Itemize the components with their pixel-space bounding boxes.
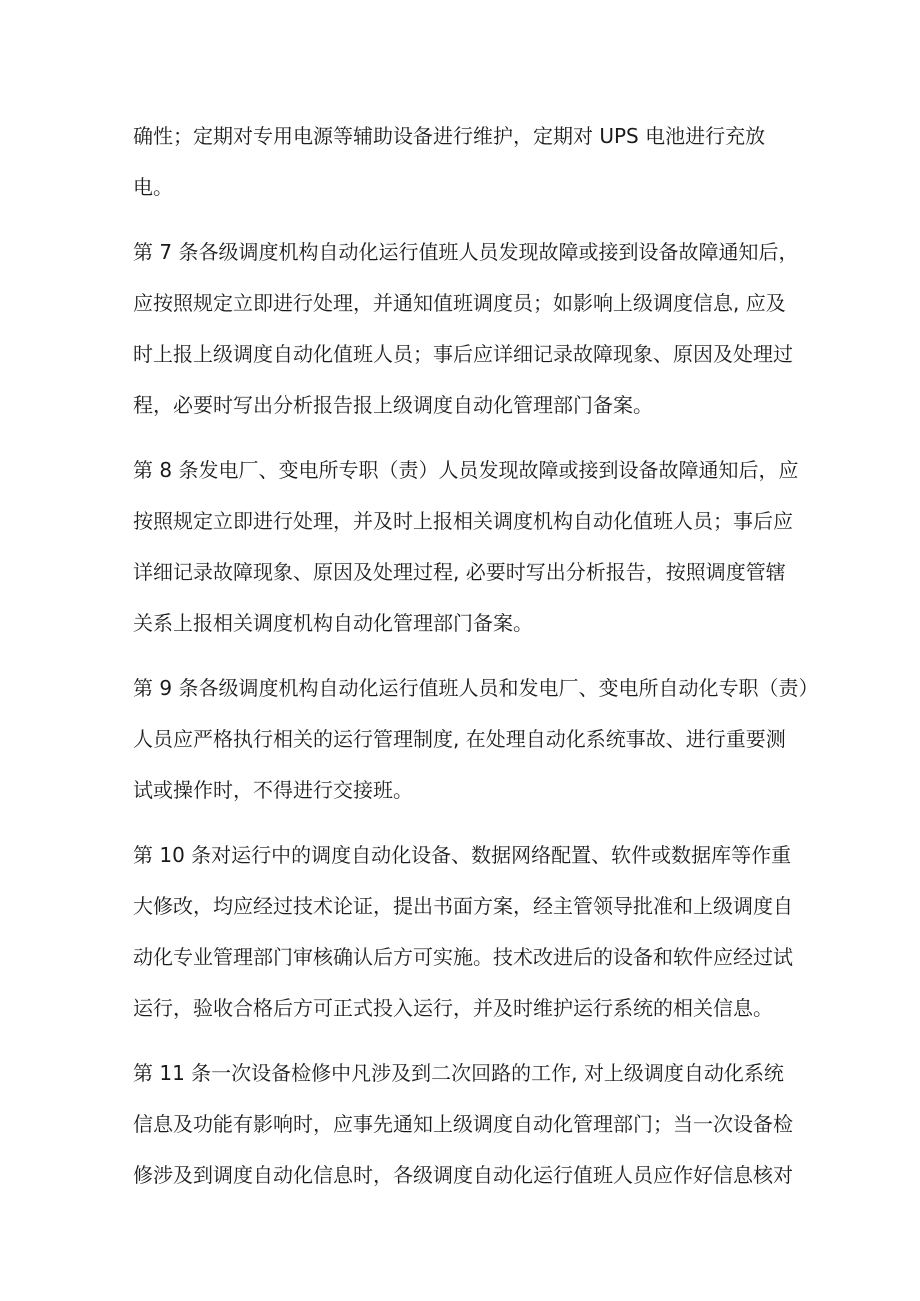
paragraph-line: 第 11 条一次设备检修中凡涉及到二次回路的工作, 对上级调度自动化系统: [133, 1061, 784, 1085]
paragraph-line: 第 8 条发电厂、变电所专职（责）人员发现故障或接到设备故障通知后，应: [133, 458, 799, 482]
paragraph-line: 详细记录故障现象、原因及处理过程, 必要时写出分析报告，按照调度管辖: [133, 560, 786, 584]
paragraph-line: 第 10 条对运行中的调度自动化设备、数据网络配置、软件或数据库等作重: [133, 843, 792, 867]
paragraph-line: 修涉及到调度自动化信息时，各级调度自动化运行值班人员应作好信息核对: [133, 1163, 793, 1187]
paragraph-line: 人员应严格执行相关的运行管理制度, 在处理自动化系统事故、进行重要测: [133, 727, 786, 751]
paragraph-line: 试或操作时，不得进行交接班。: [133, 778, 413, 802]
paragraph-line: 大修改，均应经过技术论证，提出书面方案，经主管领导批准和上级调度自: [133, 894, 793, 918]
paragraph-line: 关系上报相关调度机构自动化管理部门备案。: [133, 611, 533, 635]
paragraph-line: 应按照规定立即进行处理，并通知值班调度员；如影响上级调度信息, 应及: [133, 291, 786, 315]
paragraph-line: 时上报上级调度自动化值班人员；事后应详细记录故障现象、原因及处理过: [133, 342, 793, 366]
paragraph-line: 按照规定立即进行处理，并及时上报相关调度机构自动化值班人员；事后应: [133, 509, 793, 533]
paragraph-line: 确性；定期对专用电源等辅助设备进行维护，定期对 UPS 电池进行充放: [133, 124, 766, 148]
paragraph-line: 信息及功能有影响时，应事先通知上级调度自动化管理部门；当一次设备检: [133, 1112, 793, 1136]
paragraph-line: 电。: [133, 175, 173, 199]
paragraph-line: 动化专业管理部门审核确认后方可实施。技术改进后的设备和软件应经过试: [133, 945, 793, 969]
paragraph-line: 第 9 条各级调度机构自动化运行值班人员和发电厂、变电所自动化专职（责）: [133, 676, 819, 700]
paragraph-line: 第 7 条各级调度机构自动化运行值班人员发现故障或接到设备故障通知后，: [133, 240, 799, 264]
paragraph-line: 运行，验收合格后方可正式投入运行，并及时维护运行系统的相关信息。: [133, 996, 773, 1020]
paragraph-line: 程，必要时写出分析报告报上级调度自动化管理部门备案。: [133, 393, 653, 417]
